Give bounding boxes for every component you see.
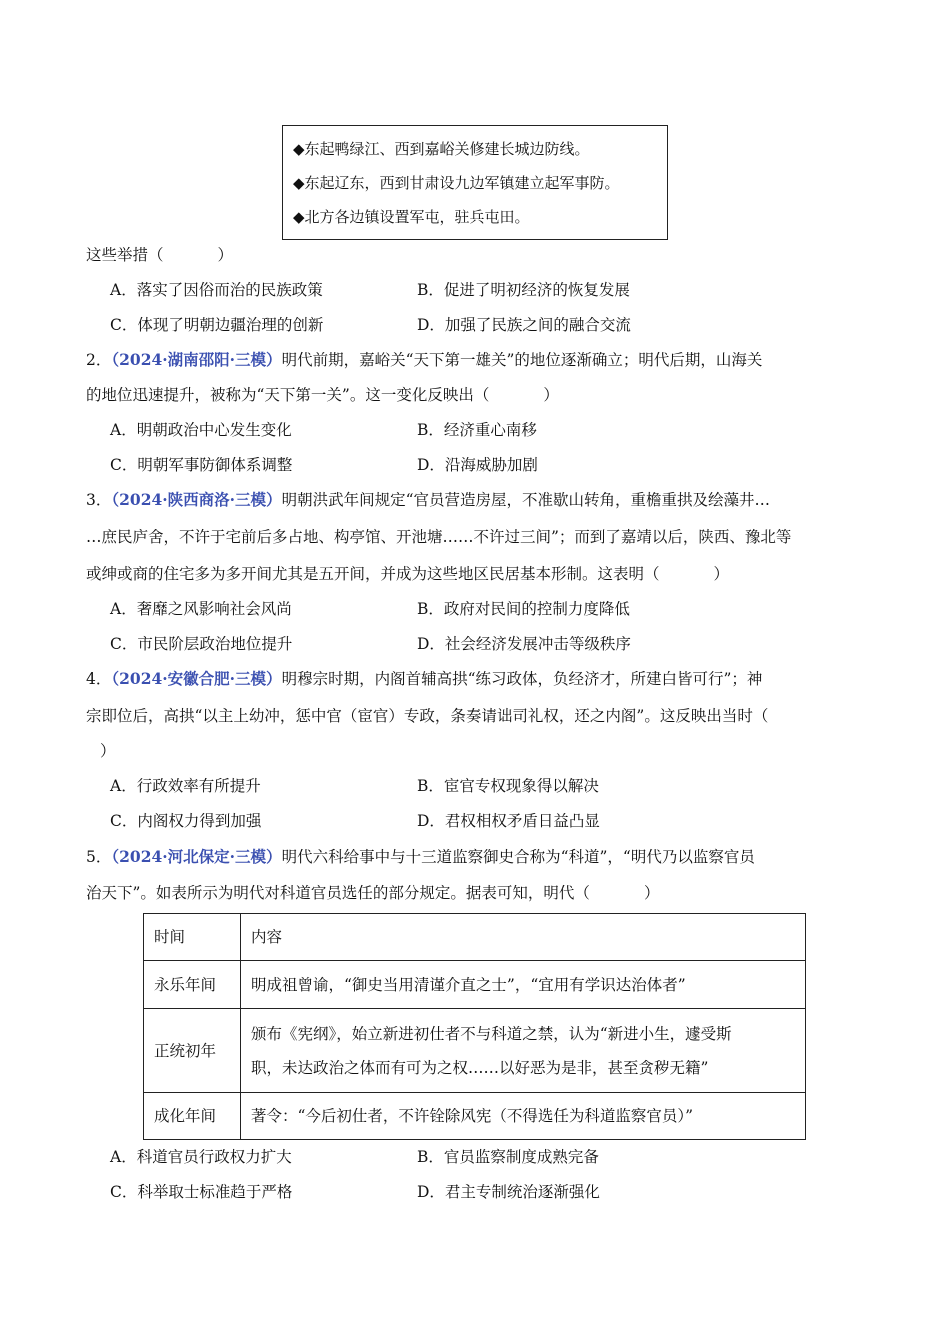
q5-option-a: A．科道官员行政权力扩大 xyxy=(110,1148,292,1166)
table-row xyxy=(144,1093,806,1140)
material-line-2: ◆东起辽东，西到甘肃设九边军镇建立起军事防。 xyxy=(293,174,620,192)
table-row xyxy=(144,961,806,1009)
table-header-row xyxy=(144,914,806,961)
q2-option-c: C．明朝军事防御体系调整 xyxy=(110,456,293,474)
q2-option-b: B．经济重心南移 xyxy=(417,421,537,439)
table-cell-content: 明成祖曾谕，“御史当用清谨介直之士”，“宜用有学识达治体者” xyxy=(241,961,806,1009)
q2-stem-line-2: 的地位迅速提升，被称为“天下第一关”。这一变化反映出（ ） xyxy=(86,386,559,404)
table-cell-content-line-2: 职，未达政治之体而有可为之权……以好恶为是非，甚至贪秽无籍” xyxy=(251,1058,709,1077)
table-cell-time: 成化年间 xyxy=(144,1093,241,1140)
q4-option-b: B．宦官专权现象得以解决 xyxy=(417,777,599,795)
q4-stem-line-3: ） xyxy=(100,742,116,760)
q3-option-d: D．社会经济发展冲击等级秩序 xyxy=(417,635,631,653)
q3-stem-line-3: 或绅或商的住宅多为多开间尤其是五开间，并成为这些地区民居基本形制。这表明（ ） xyxy=(86,565,730,583)
table-row xyxy=(144,1009,806,1093)
q1-option-b: B．促进了明初经济的恢复发展 xyxy=(417,281,630,299)
q3-option-c: C．市民阶层政治地位提升 xyxy=(110,635,293,653)
q3-stem-line-1: 3．（2024·陕西商洛·三模）明朝洪武年间规定“官员营造房屋，不准歇山转角，重檐重拱及绘藻井… xyxy=(86,490,770,509)
q1-stem: 这些举措（ ） xyxy=(86,246,234,264)
q3-stem-line-2: …庶民庐舍，不许于宅前后多占地、构亭馆、开池塘……不许过三间”；而到了嘉靖以后，陕西、豫北等 xyxy=(86,528,792,546)
q2-stem-line-1: 2．（2024·湖南邵阳·三模）明代前期，嘉峪关“天下第一雄关”的地位逐渐确立；明代后期，山海关 xyxy=(86,350,763,369)
q3-option-b: B．政府对民间的控制力度降低 xyxy=(417,600,630,618)
q4-source: （2024·安徽合肥·三模） xyxy=(111,669,282,688)
q1-option-a: A．落实了因俗而治的民族政策 xyxy=(110,281,323,299)
table-cell-content xyxy=(241,1009,806,1093)
q3-option-a: A．奢靡之风影响社会风尚 xyxy=(110,600,292,618)
table-header-content: 内容 xyxy=(241,914,806,961)
q5-option-c: C．科举取士标准趋于严格 xyxy=(110,1183,293,1201)
table-header-time: 时间 xyxy=(144,914,241,961)
material-box xyxy=(282,125,668,240)
q5-option-d: D．君主专制统治逐渐强化 xyxy=(417,1183,600,1201)
q4-stem-line-2: 宗即位后，高拱“以主上幼冲，惩中官（宦官）专政，条奏请诎司礼权，还之内阁”。这反映出当时（ xyxy=(86,707,769,725)
material-line-3: ◆北方各边镇设置军屯，驻兵屯田。 xyxy=(293,208,530,226)
q4-option-d: D．君权相权矛盾日益凸显 xyxy=(417,812,600,830)
q2-option-d: D．沿海威胁加剧 xyxy=(417,456,538,474)
q4-stem-line-1: 4．（2024·安徽合肥·三模）明穆宗时期，内阁首辅高拱“练习政体，负经济才，所建白皆可行”；神 xyxy=(86,669,763,688)
table-cell-time: 永乐年间 xyxy=(144,961,241,1009)
table-cell-time: 正统初年 xyxy=(144,1009,241,1093)
q2-source: （2024·湖南邵阳·三模） xyxy=(111,350,282,369)
q4-option-c: C．内阁权力得到加强 xyxy=(110,812,262,830)
q5-source: （2024·河北保定·三模） xyxy=(111,847,282,866)
table-cell-content: 著令：“今后初仕者，不许铨除风宪（不得选任为科道监察官员）” xyxy=(241,1093,806,1140)
q4-option-a: A．行政效率有所提升 xyxy=(110,777,261,795)
q5-option-b: B．官员监察制度成熟完备 xyxy=(417,1148,599,1166)
q5-stem-line-2: 治天下”。如表所示为明代对科道官员选任的部分规定。据表可知，明代（ ） xyxy=(86,884,660,902)
q1-option-d: D．加强了民族之间的融合交流 xyxy=(417,316,631,334)
q5-table xyxy=(143,913,806,1140)
material-line-1: ◆东起鸭绿江、西到嘉峪关修建长城边防线。 xyxy=(293,140,590,158)
q1-option-c: C．体现了明朝边疆治理的创新 xyxy=(110,316,324,334)
q3-source: （2024·陕西商洛·三模） xyxy=(111,490,282,509)
table-cell-content-line-1: 颁布《宪纲》，始立新进初仕者不与科道之禁，认为“新进小生，遽受斯 xyxy=(251,1024,732,1043)
q5-stem-line-1: 5．（2024·河北保定·三模）明代六科给事中与十三道监察御史合称为“科道”，“明代乃以监察官员 xyxy=(86,847,755,866)
q2-option-a: A．明朝政治中心发生变化 xyxy=(110,421,292,439)
